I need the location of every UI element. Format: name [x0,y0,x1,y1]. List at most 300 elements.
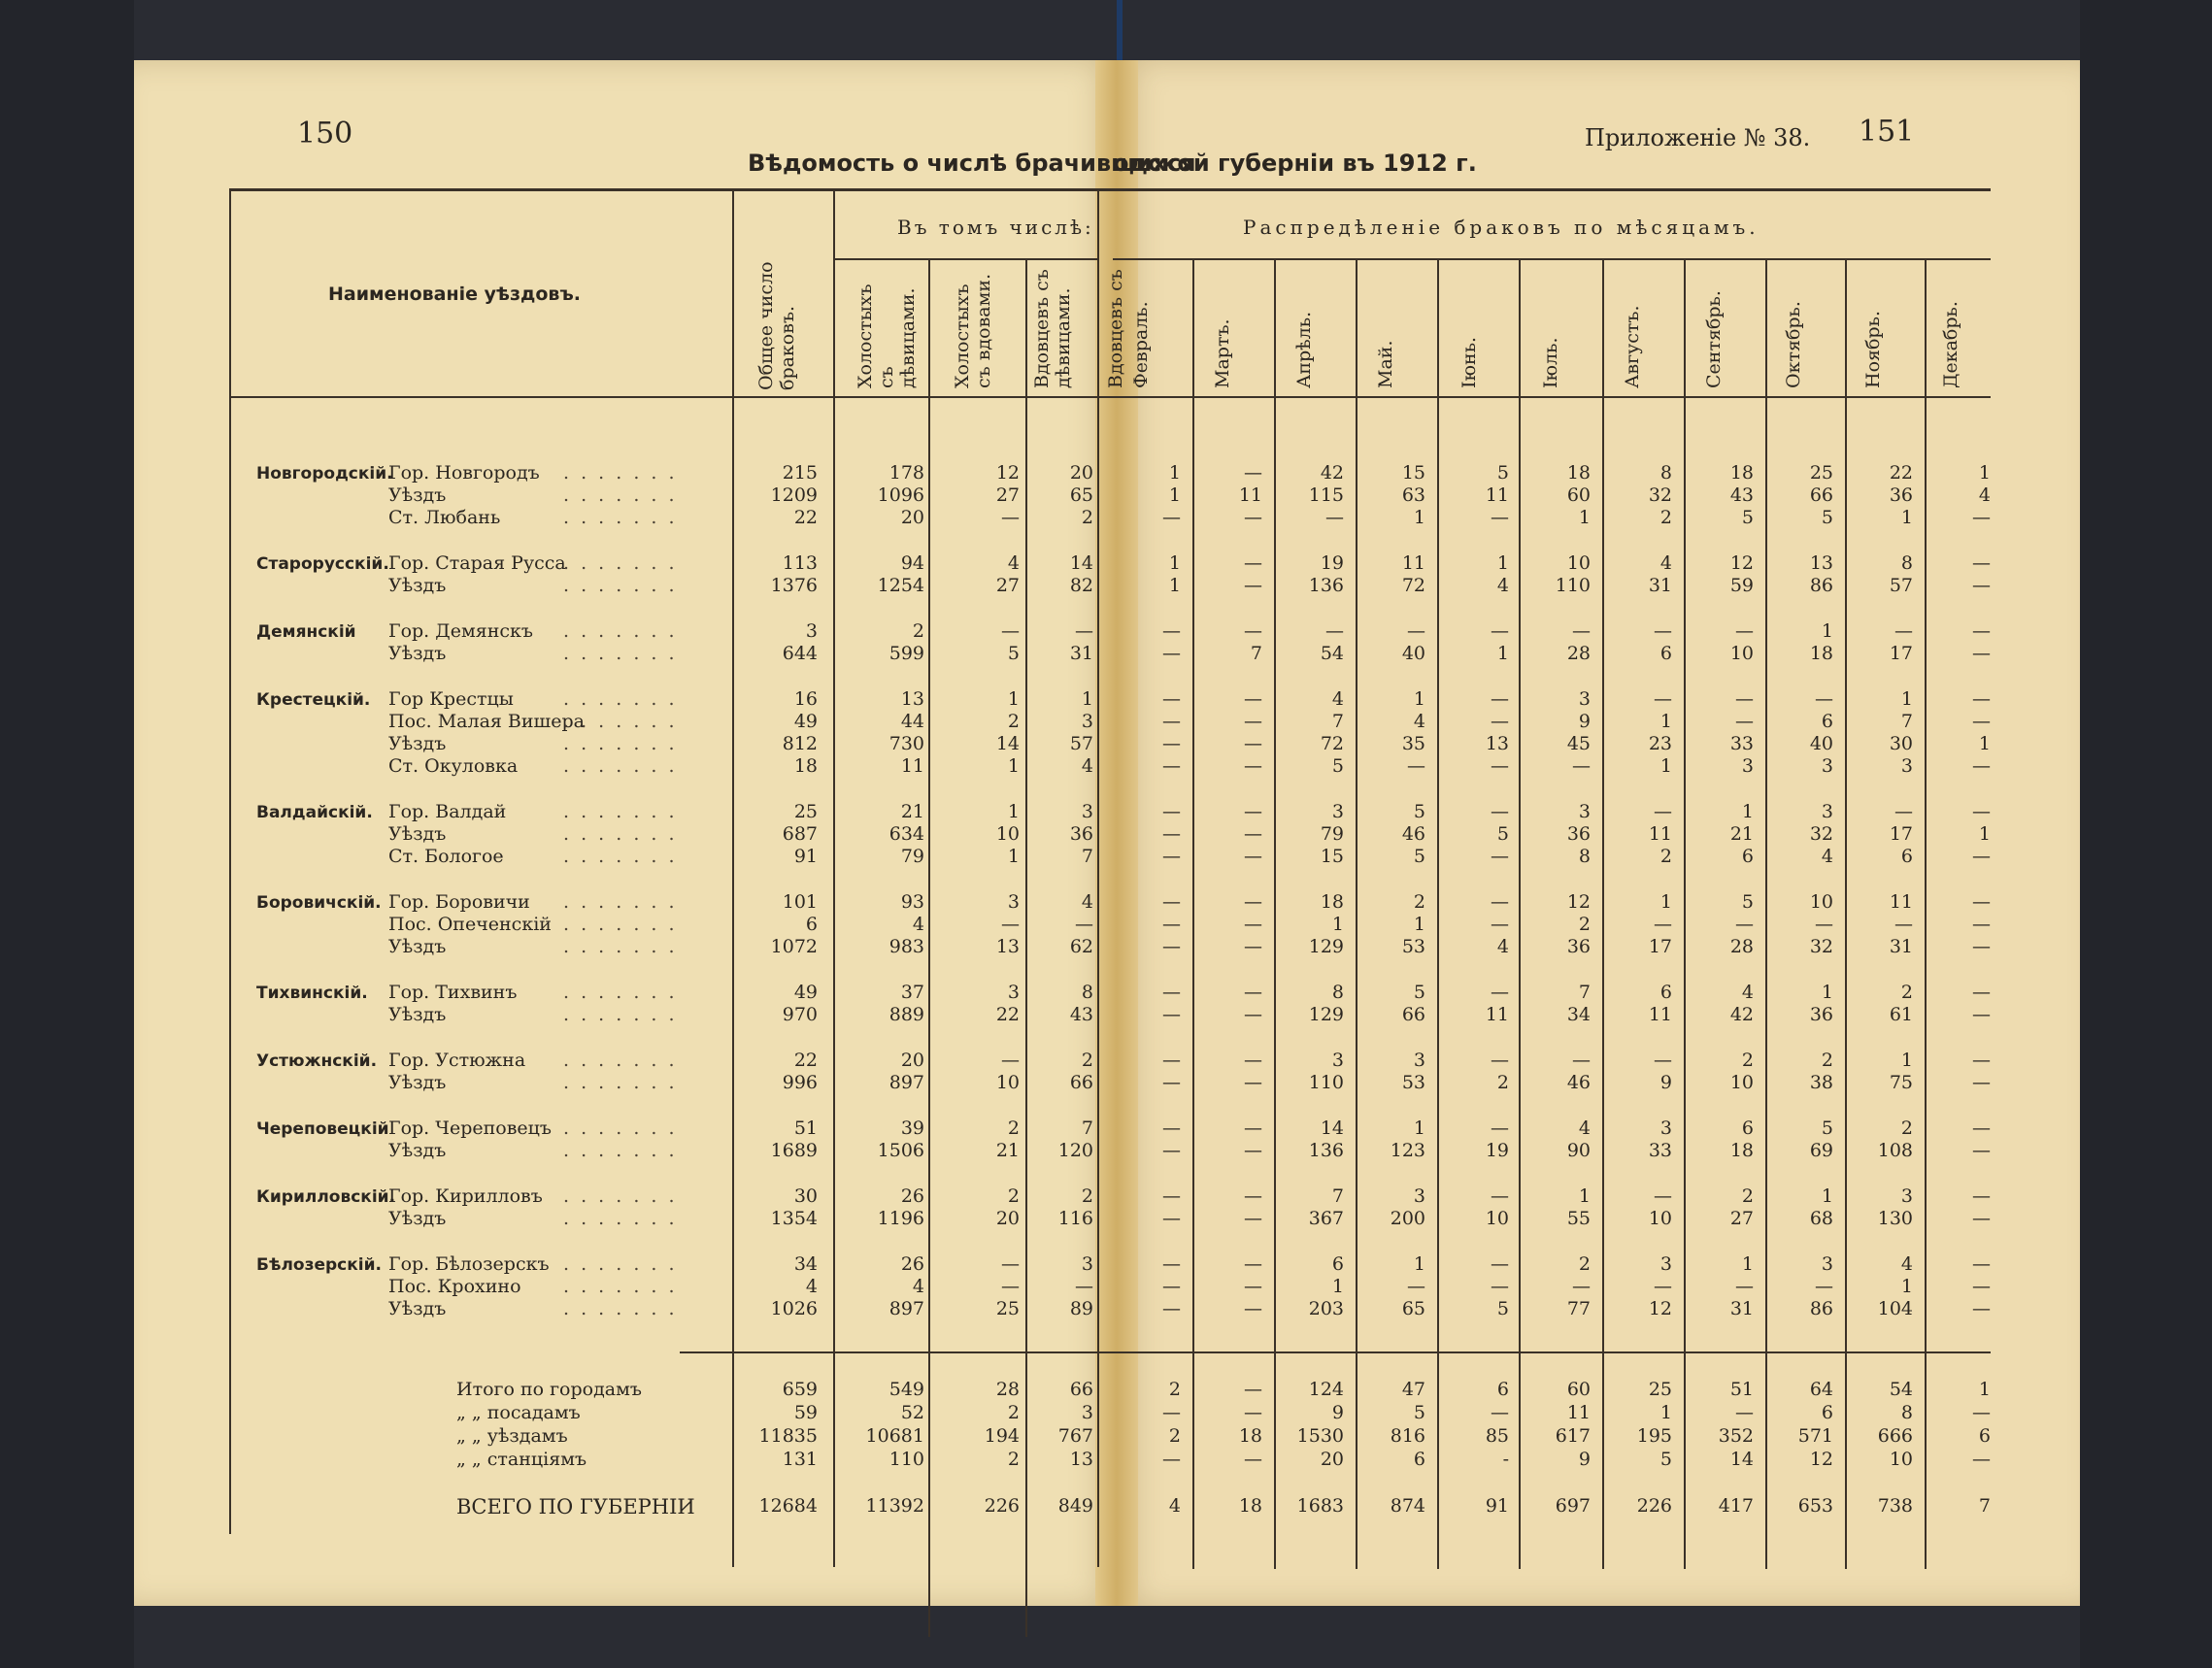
month-cell: — [1491,982,1509,1003]
place-name: Гор. Новгородъ [388,462,540,484]
table-cell: 8 [1081,982,1093,1003]
month-cell: 3 [1413,1050,1425,1071]
table-cell: 1196 [877,1208,924,1229]
place-name: Гор. Череповецъ [388,1118,552,1139]
totals-month-cell: - [1502,1449,1509,1470]
month-cell: 38 [1809,1072,1833,1093]
totals-month-cell: 47 [1401,1379,1425,1400]
grand-total-month-cell: 738 [1877,1495,1913,1517]
month-cell: — [1244,1298,1262,1319]
month-cell: 1 [1821,1185,1833,1207]
month-cell: 2 [1741,1050,1754,1071]
month-cell: — [1654,1185,1672,1207]
month-cell: 53 [1401,1072,1425,1093]
month-cell: 53 [1401,936,1425,957]
totals-month-cell: 85 [1485,1425,1509,1447]
totals-month-cell: — [1244,1379,1262,1400]
table-cell: 2 [1081,1185,1093,1207]
month-cell: 4 [1496,575,1509,596]
month-cell: 65 [1401,1298,1425,1319]
month-cell: 55 [1566,1208,1591,1229]
month-cell: 33 [1648,1140,1672,1161]
month-cell: 18 [1729,462,1754,484]
table-cell: 1 [1007,755,1020,777]
month-cell: — [1972,755,1991,777]
totals-cell: 13 [1069,1449,1093,1470]
column-rule [1925,258,1927,1569]
totals-cell: 66 [1069,1379,1093,1400]
column-rule [1274,258,1276,1569]
month-cell: — [1162,1253,1181,1275]
column-rule [928,258,930,1637]
breakdown-group-header: Въ томъ числѣ: [897,216,1094,239]
month-cell: — [1244,1050,1262,1071]
month-cell: 3 [1741,755,1754,777]
place-name: Уѣздъ [388,936,447,957]
month-cell: — [1491,1253,1509,1275]
month-cell: 25 [1809,462,1833,484]
table-cell: 120 [1057,1140,1093,1161]
grand-total-cell: 11392 [865,1495,924,1517]
month-cell: — [1244,620,1262,642]
table-cell: 13 [900,688,924,710]
table-cell: 6 [805,914,818,935]
place-name: Гор. Устюжна [388,1050,526,1071]
totals-label: „ „ посадамъ [456,1402,581,1423]
leader-dots: . . . . . . . [563,462,678,484]
place-name: Гор. Бѣлозерскъ [388,1253,550,1275]
month-cell: 66 [1401,1004,1425,1025]
month-cell: 5 [1413,982,1425,1003]
month-cell: — [1162,1140,1181,1161]
totals-month-cell: — [1162,1449,1181,1470]
month-cell: 9 [1659,1072,1672,1093]
month-cell: 5 [1413,846,1425,867]
leader-dots: . . . . . . . [563,575,678,596]
month-cell: — [1972,891,1991,913]
place-name: Пос. Малая Вишера [388,711,585,732]
month-cell: 11 [1401,552,1425,574]
month-cell: — [1972,1185,1991,1207]
month-cell: 6 [1331,1253,1344,1275]
month-cell: — [1735,620,1754,642]
month-cell: 40 [1809,733,1833,754]
month-cell: 21 [1729,823,1754,845]
months-group-header: Распредѣленіе браковъ по мѣсяцамъ. [1243,216,1760,239]
month-cell: 129 [1308,1004,1344,1025]
month-cell: — [1572,1050,1591,1071]
table-cell: 14 [995,733,1020,754]
totals-month-cell: 1 [1978,1379,1991,1400]
month-cell: — [1491,711,1509,732]
month-cell: 2 [1496,1072,1509,1093]
table-cell: — [1075,1276,1093,1297]
month-cell: 63 [1401,484,1425,506]
month-cell: 45 [1566,733,1591,754]
month-cell: — [1572,620,1591,642]
month-cell: 4 [1331,688,1344,710]
table-cell: 49 [793,711,818,732]
place-name: Уѣздъ [388,733,447,754]
month-cell: — [1244,1140,1262,1161]
month-cell: 36 [1809,1004,1833,1025]
month-cell: 72 [1320,733,1344,754]
month-cell: — [1407,1276,1425,1297]
leader-dots: . . . . . . . [563,711,678,732]
month-cell: 3 [1331,1050,1344,1071]
table-cell: 116 [1057,1208,1093,1229]
district-name: Череповецкій [256,1119,389,1139]
leader-dots: . . . . . . . [563,801,678,822]
month-cell: 1 [1821,982,1833,1003]
month-cell: — [1162,914,1181,935]
appendix-label: Приложеніе № 38. [1585,124,1811,151]
month-cell: — [1244,552,1262,574]
spine-ribbon [1117,0,1123,60]
month-cell: — [1162,507,1181,528]
month-cell: 54 [1320,643,1344,664]
totals-cell: 2 [1007,1402,1020,1423]
month-cell: — [1572,1276,1591,1297]
table-cell: 4 [1081,755,1093,777]
totals-month-cell: 571 [1797,1425,1833,1447]
table-cell: 889 [888,1004,924,1025]
month-cell: — [1972,1118,1991,1139]
table-cell: 2 [912,620,924,642]
totals-month-cell: — [1162,1402,1181,1423]
table-cell: 897 [888,1298,924,1319]
month-cell: — [1972,801,1991,822]
table-cell: 1254 [877,575,924,596]
month-cell: — [1894,620,1913,642]
month-cell: — [1244,846,1262,867]
totals-month-cell: 54 [1889,1379,1913,1400]
grand-total-label: ВСЕГО ПО ГУБЕРНІИ [456,1495,695,1518]
totals-cell: 549 [888,1379,924,1400]
grand-total-month-cell: 4 [1168,1495,1181,1517]
table-cell: 1 [1007,846,1020,867]
table-cell: 2 [1007,1185,1020,1207]
month-cell: 1 [1168,462,1181,484]
table-cell: 2 [1007,711,1020,732]
month-cell: — [1325,620,1344,642]
table-cell: 1354 [770,1208,818,1229]
month-cell: — [1244,1253,1262,1275]
table-cell: 10 [995,1072,1020,1093]
month-cell: 3 [1900,755,1913,777]
month-cell: 6 [1900,846,1913,867]
month-cell: — [1491,914,1509,935]
totals-month-cell: 9 [1331,1402,1344,1423]
month-cell: 4 [1659,552,1672,574]
table-cell: 22 [793,507,818,528]
district-name: Бѣлозерскій. [256,1255,382,1275]
place-name: Уѣздъ [388,823,447,845]
totals-cell: 28 [995,1379,1020,1400]
month-cell: 86 [1809,575,1833,596]
month-cell: 59 [1729,575,1754,596]
month-cell: — [1972,1208,1991,1229]
table-cell: 113 [782,552,818,574]
month-cell: 8 [1578,846,1591,867]
month-cell: — [1244,507,1262,528]
month-cell: — [1162,1004,1181,1025]
month-cell: 61 [1889,1004,1913,1025]
month-header: Ноябрь. [1862,311,1884,388]
totals-cell: 10681 [865,1425,924,1447]
totals-label: „ „ станціямъ [456,1449,587,1470]
month-cell: 1 [1978,823,1991,845]
month-cell: 42 [1729,1004,1754,1025]
month-cell: 7 [1331,711,1344,732]
leader-dots: . . . . . . . [563,891,678,913]
table-cell: 4 [912,914,924,935]
month-cell: 108 [1877,1140,1913,1161]
totals-month-cell: 8 [1900,1402,1913,1423]
month-cell: — [1244,733,1262,754]
month-cell: — [1244,575,1262,596]
month-cell: 17 [1648,936,1672,957]
month-cell: 4 [1578,1118,1591,1139]
table-cell: 62 [1069,936,1093,957]
totals-month-cell: — [1972,1449,1991,1470]
totals-cell: 131 [782,1449,818,1470]
month-cell: — [1325,507,1344,528]
month-cell: 32 [1809,823,1833,845]
totals-month-cell: 666 [1877,1425,1913,1447]
month-header: Октябрь. [1783,301,1804,388]
month-cell: — [1972,552,1991,574]
month-cell: 30 [1889,733,1913,754]
month-cell: 1 [1413,507,1425,528]
table-cell: 31 [1069,643,1093,664]
month-cell: 7 [1900,711,1913,732]
month-cell: 34 [1566,1004,1591,1025]
month-cell: 11 [1648,823,1672,845]
month-cell: 5 [1741,891,1754,913]
place-name: Гор Крестцы [388,688,514,710]
month-cell: — [1972,620,1991,642]
month-cell: — [1244,755,1262,777]
totals-month-cell: 5 [1659,1449,1672,1470]
table-cell: 30 [793,1185,818,1207]
month-cell: — [1972,1004,1991,1025]
table-cell: 65 [1069,484,1093,506]
table-cell: — [1001,1050,1020,1071]
month-cell: — [1244,1276,1262,1297]
table-cell: 57 [1069,733,1093,754]
table-cell: 1 [1007,688,1020,710]
month-cell: 22 [1889,462,1913,484]
month-cell: 1 [1978,462,1991,484]
table-cell: 101 [782,891,818,913]
district-name: Кирилловскій. [256,1187,396,1207]
month-cell: 8 [1659,462,1672,484]
leader-dots: . . . . . . . [563,755,678,777]
table-cell: 20 [900,507,924,528]
table-cell: 4 [805,1276,818,1297]
totals-month-cell: 6 [1821,1402,1833,1423]
month-cell: 5 [1821,507,1833,528]
month-cell: 3 [1900,1185,1913,1207]
totals-cell: 52 [900,1402,924,1423]
table-cell: 25 [995,1298,1020,1319]
totals-month-cell: 352 [1718,1425,1754,1447]
leader-dots: . . . . . . . [563,507,678,528]
leader-dots: . . . . . . . [563,1072,678,1093]
table-cell: 215 [782,462,818,484]
month-cell: — [1491,891,1509,913]
month-cell: 1 [1578,507,1591,528]
table-cell: 1072 [770,936,818,957]
month-cell: 2 [1741,1185,1754,1207]
table-cell: — [1001,507,1020,528]
table-cell: 3 [1081,711,1093,732]
month-cell: — [1491,1050,1509,1071]
month-cell: 13 [1485,733,1509,754]
month-cell: 1 [1168,552,1181,574]
grand-total-month-cell: 697 [1555,1495,1591,1517]
table-cell: 1506 [877,1140,924,1161]
place-name: Уѣздъ [388,1298,447,1319]
month-cell: 4 [1741,982,1754,1003]
district-name: Новгородскій. [256,464,393,484]
month-cell: — [1491,801,1509,822]
month-cell: — [1654,801,1672,822]
table-cell: 12 [995,462,1020,484]
place-name: Ст. Любань [388,507,501,528]
month-cell: 15 [1401,462,1425,484]
month-cell: — [1244,823,1262,845]
month-cell: — [1162,1208,1181,1229]
month-cell: 1 [1496,643,1509,664]
month-cell: — [1972,1072,1991,1093]
month-cell: — [1972,1050,1991,1071]
month-cell: 1 [1978,733,1991,754]
month-cell: 79 [1320,823,1344,845]
leader-dots: . . . . . . . [563,982,678,1003]
month-cell: — [1162,1072,1181,1093]
month-cell: 17 [1889,823,1913,845]
leader-dots: . . . . . . . [563,620,678,642]
month-cell: 11 [1485,484,1509,506]
month-cell: 2 [1413,891,1425,913]
month-cell: 77 [1566,1298,1591,1319]
month-cell: — [1491,620,1509,642]
table-cell: 16 [793,688,818,710]
table-cell: 983 [888,936,924,957]
leader-dots: . . . . . . . [563,1118,678,1139]
month-cell: 1 [1659,755,1672,777]
month-cell: 12 [1729,552,1754,574]
month-cell: 8 [1900,552,1913,574]
month-cell: — [1162,711,1181,732]
month-cell: — [1972,507,1991,528]
month-cell: — [1572,755,1591,777]
table-cell: 13 [995,936,1020,957]
month-header: Февраль. [1130,301,1152,388]
leader-dots: . . . . . . . [563,643,678,664]
totals-month-cell: 195 [1636,1425,1672,1447]
column-rule [833,188,835,1567]
month-cell: 4 [1821,846,1833,867]
table-cell: 5 [1007,643,1020,664]
table-cell: 27 [995,484,1020,506]
leader-dots: . . . . . . . [563,1298,678,1319]
leader-dots: . . . . . . . [563,823,678,845]
month-cell: — [1972,1298,1991,1319]
month-cell: — [1162,1298,1181,1319]
table-cell: — [1001,914,1020,935]
table-cell: 3 [1007,982,1020,1003]
table-cell: 1689 [770,1140,818,1161]
place-name: Гор. Тихвинъ [388,982,518,1003]
grand-total-month-cell: 417 [1718,1495,1754,1517]
totals-month-cell: 816 [1390,1425,1425,1447]
table-cell: 11 [900,755,924,777]
month-cell: 1 [1900,1050,1913,1071]
column-rule [1025,258,1027,1637]
month-cell: 2 [1900,1118,1913,1139]
month-header: Іюль. [1540,337,1561,388]
month-cell: 18 [1320,891,1344,913]
month-cell: 7 [1331,1185,1344,1207]
totals-month-cell: 25 [1648,1379,1672,1400]
totals-month-cell: — [1244,1402,1262,1423]
month-cell: 1 [1821,620,1833,642]
table-cell: 730 [888,733,924,754]
table-cell: 599 [888,643,924,664]
table-cell: — [1075,620,1093,642]
month-cell: 66 [1809,484,1833,506]
table-cell: 37 [900,982,924,1003]
month-cell: — [1491,755,1509,777]
totals-rule [680,1351,1991,1353]
month-cell: — [1162,733,1181,754]
district-name: Устюжнскій. [256,1051,378,1071]
column-rule [1765,258,1767,1569]
month-cell: — [1972,1140,1991,1161]
month-cell: — [1972,982,1991,1003]
month-cell: — [1244,688,1262,710]
table-cell: 2 [1007,1118,1020,1139]
totals-month-cell: 124 [1308,1379,1344,1400]
table-cell: 39 [900,1118,924,1139]
month-header: Мартъ. [1212,318,1233,388]
table-cell: 51 [793,1118,818,1139]
month-cell: 69 [1809,1140,1833,1161]
table-cell: 66 [1069,1072,1093,1093]
totals-month-cell: 9 [1578,1449,1591,1470]
table-cell: 1376 [770,575,818,596]
month-cell: — [1162,1050,1181,1071]
leader-dots: . . . . . . . [563,1276,678,1297]
month-cell: — [1735,688,1754,710]
table-cell: 634 [888,823,924,845]
month-header: Апрѣль. [1293,311,1315,388]
column-rule [732,188,734,1567]
totals-month-cell: 12 [1809,1449,1833,1470]
month-cell: — [1162,936,1181,957]
totals-cell: 2 [1007,1449,1020,1470]
month-cell: — [1162,891,1181,913]
month-cell: 6 [1741,846,1754,867]
place-name: Гор. Валдай [388,801,507,822]
leader-dots: . . . . . . . [563,936,678,957]
month-cell: — [1244,914,1262,935]
leader-dots: . . . . . . . [563,914,678,935]
month-cell: 5 [1496,823,1509,845]
